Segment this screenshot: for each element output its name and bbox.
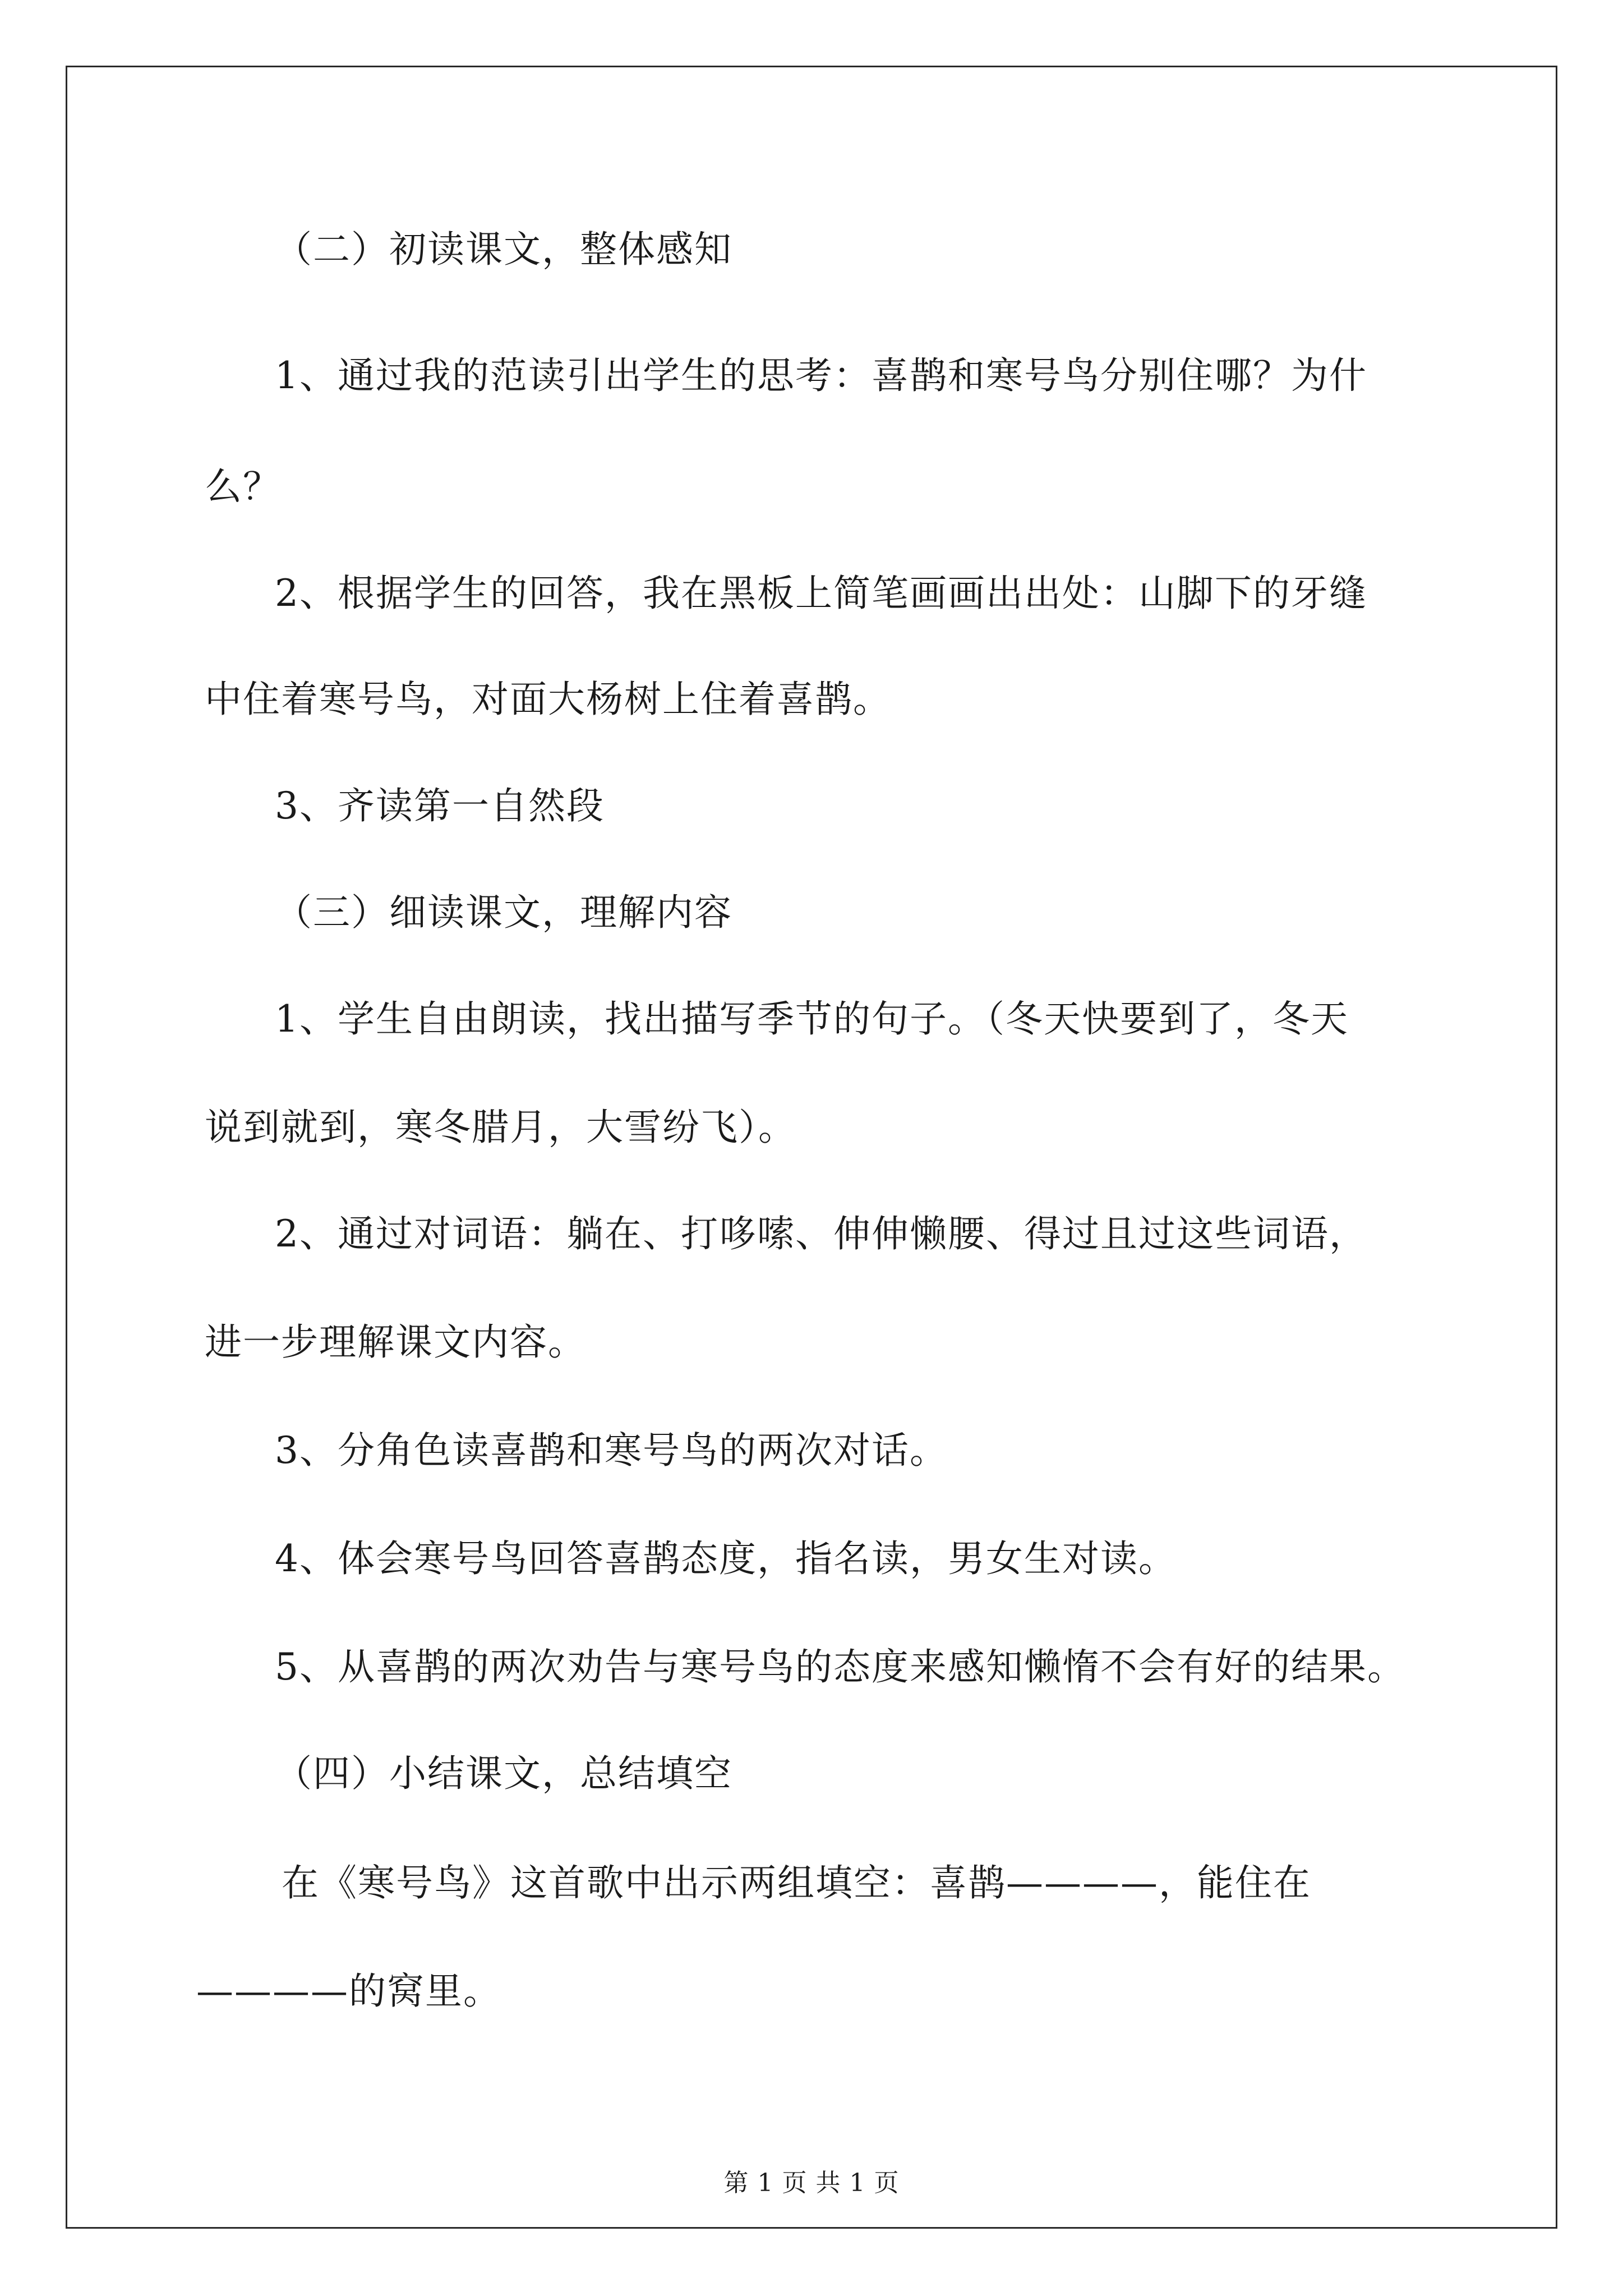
section-heading-2: （二）初读课文，整体感知 xyxy=(275,228,732,271)
section-heading-4: （四）小结课文，总结填空 xyxy=(275,1752,732,1795)
paragraph-line: ————的窝里。 xyxy=(196,1970,501,2013)
paragraph-line: 进一步理解课文内容。 xyxy=(205,1320,586,1364)
paragraph-line: 5、从喜鹊的两次劝告与寒号鸟的态度来感知懒惰不会有好的结果。 xyxy=(275,1645,1405,1688)
paragraph-line: 在《寒号鸟》这首歌中出示两组填空：喜鹊————，能住在 xyxy=(282,1861,1311,1904)
paragraph-line: 中住着寒号鸟，对面大杨树上住着喜鹊。 xyxy=(205,678,891,721)
section-heading-3: （三）细读课文，理解内容 xyxy=(275,891,732,934)
paragraph-line: 1、通过我的范读引出学生的思考：喜鹊和寒号鸟分别住哪？为什 xyxy=(275,354,1367,397)
paragraph-line: 2、根据学生的回答，我在黑板上简笔画画出出处：山脚下的牙缝 xyxy=(275,572,1367,615)
paragraph-line: 么？ xyxy=(205,465,281,508)
page-footer: 第 1 页 共 1 页 xyxy=(723,2169,900,2197)
paragraph-line: 3、分角色读喜鹊和寒号鸟的两次对话。 xyxy=(275,1429,948,1472)
paragraph-line: 3、齐读第一自然段 xyxy=(275,784,605,827)
page-border xyxy=(66,66,1557,2229)
paragraph-line: 2、通过对词语：躺在、打哆嗦、伸伸懒腰、得过且过这些词语， xyxy=(275,1212,1367,1255)
document-body xyxy=(67,67,1556,2227)
paragraph-line: 说到就到，寒冬腊月，大雪纷飞）。 xyxy=(205,1106,796,1149)
paragraph-line: 4、体会寒号鸟回答喜鹊态度，指名读，男女生对读。 xyxy=(275,1537,1177,1580)
paragraph-line: 1、学生自由朗读，找出描写季节的句子。（冬天快要到了，冬天 xyxy=(275,997,1349,1041)
